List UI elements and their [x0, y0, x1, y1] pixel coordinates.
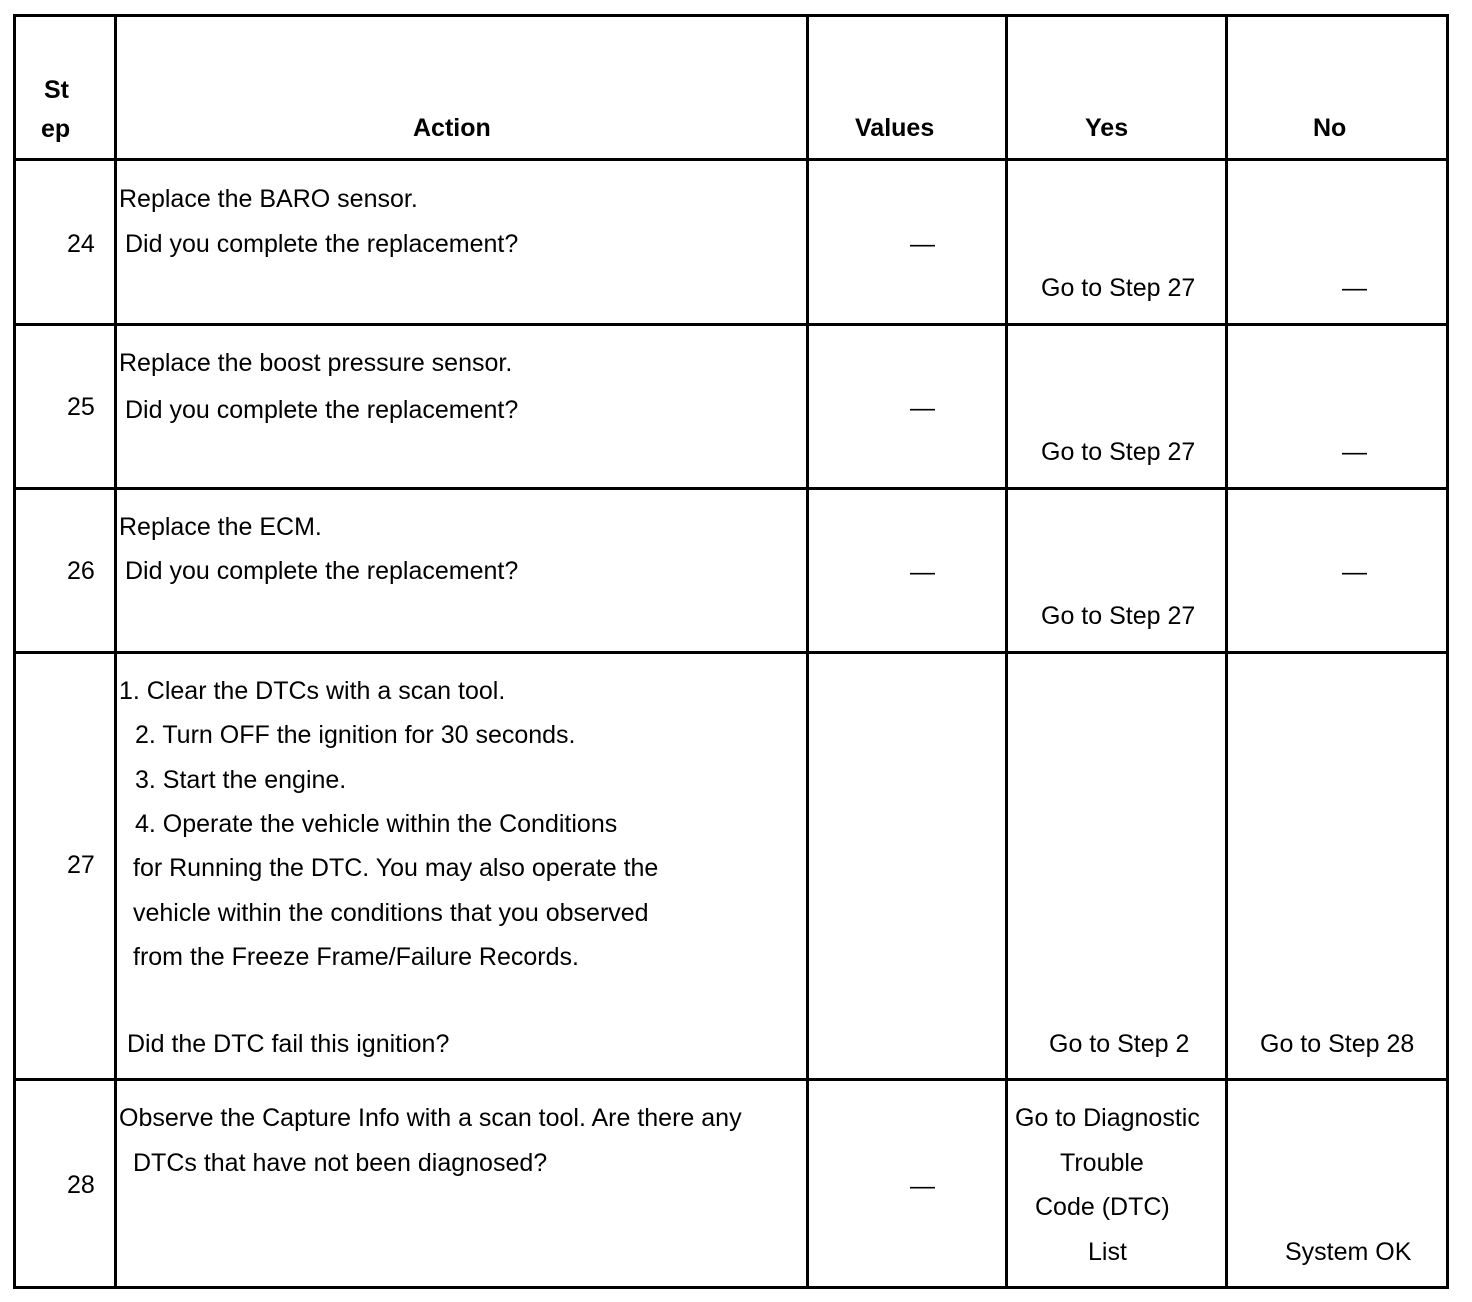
header-values: Values	[855, 114, 935, 142]
values-cell: —	[910, 394, 935, 422]
step-number: 24	[67, 230, 95, 258]
action-line: Replace the ECM.	[119, 513, 322, 541]
action-line: vehicle within the conditions that you observed	[133, 899, 649, 927]
yes-cell: Go to Step 27	[1041, 602, 1196, 630]
action-line: 2. Turn OFF the ignition for 30 seconds.	[135, 721, 576, 749]
action-question: DTCs that have not been diagnosed?	[133, 1149, 548, 1177]
action-question: Did you complete the replacement?	[125, 557, 519, 585]
action-line: Replace the boost pressure sensor.	[119, 349, 513, 377]
table-border-bottom	[13, 1286, 1449, 1289]
action-line: for Running the DTC. You may also operate the	[133, 854, 659, 882]
yes-cell-line: Code (DTC)	[1035, 1193, 1170, 1221]
row-divider	[13, 651, 1449, 654]
header-step-line2: ep	[41, 115, 71, 143]
action-line: 3. Start the engine.	[135, 766, 347, 794]
no-cell: —	[1342, 438, 1367, 466]
action-question: Did you complete the replacement?	[125, 396, 519, 424]
header-step-line1: St	[44, 76, 69, 104]
yes-cell-line: Go to Diagnostic	[1015, 1104, 1200, 1132]
yes-cell: Go to Step 2	[1049, 1030, 1190, 1058]
action-line: from the Freeze Frame/Failure Records.	[133, 943, 579, 971]
yes-cell: Go to Step 27	[1041, 438, 1196, 466]
row-divider	[13, 1078, 1449, 1081]
action-question: Did the DTC fail this ignition?	[127, 1030, 450, 1058]
action-line: 1. Clear the DTCs with a scan tool.	[119, 677, 506, 705]
no-cell: System OK	[1285, 1238, 1412, 1266]
row-divider	[13, 323, 1449, 326]
header-yes: Yes	[1085, 114, 1129, 142]
action-line: 4. Operate the vehicle within the Conditions	[135, 810, 618, 838]
yes-cell-line: Trouble	[1060, 1149, 1144, 1177]
step-number: 26	[67, 557, 95, 585]
values-cell: —	[910, 558, 935, 586]
no-cell: Go to Step 28	[1260, 1030, 1415, 1058]
action-line: Observe the Capture Info with a scan tool. Are there any	[119, 1104, 742, 1132]
table-border-top	[13, 14, 1449, 17]
row-divider	[13, 487, 1449, 490]
no-cell: —	[1342, 558, 1367, 586]
step-number: 25	[67, 393, 95, 421]
row-divider	[13, 158, 1449, 161]
values-cell: —	[910, 230, 935, 258]
yes-cell: Go to Step 27	[1041, 274, 1196, 302]
action-question: Did you complete the replacement?	[125, 230, 519, 258]
header-action: Action	[413, 114, 491, 142]
step-number: 27	[67, 851, 95, 879]
step-number: 28	[67, 1171, 95, 1199]
yes-cell-line: List	[1088, 1238, 1127, 1266]
action-line: Replace the BARO sensor.	[119, 185, 418, 213]
header-no: No	[1313, 114, 1347, 142]
no-cell: —	[1342, 274, 1367, 302]
values-cell: —	[910, 1172, 935, 1200]
